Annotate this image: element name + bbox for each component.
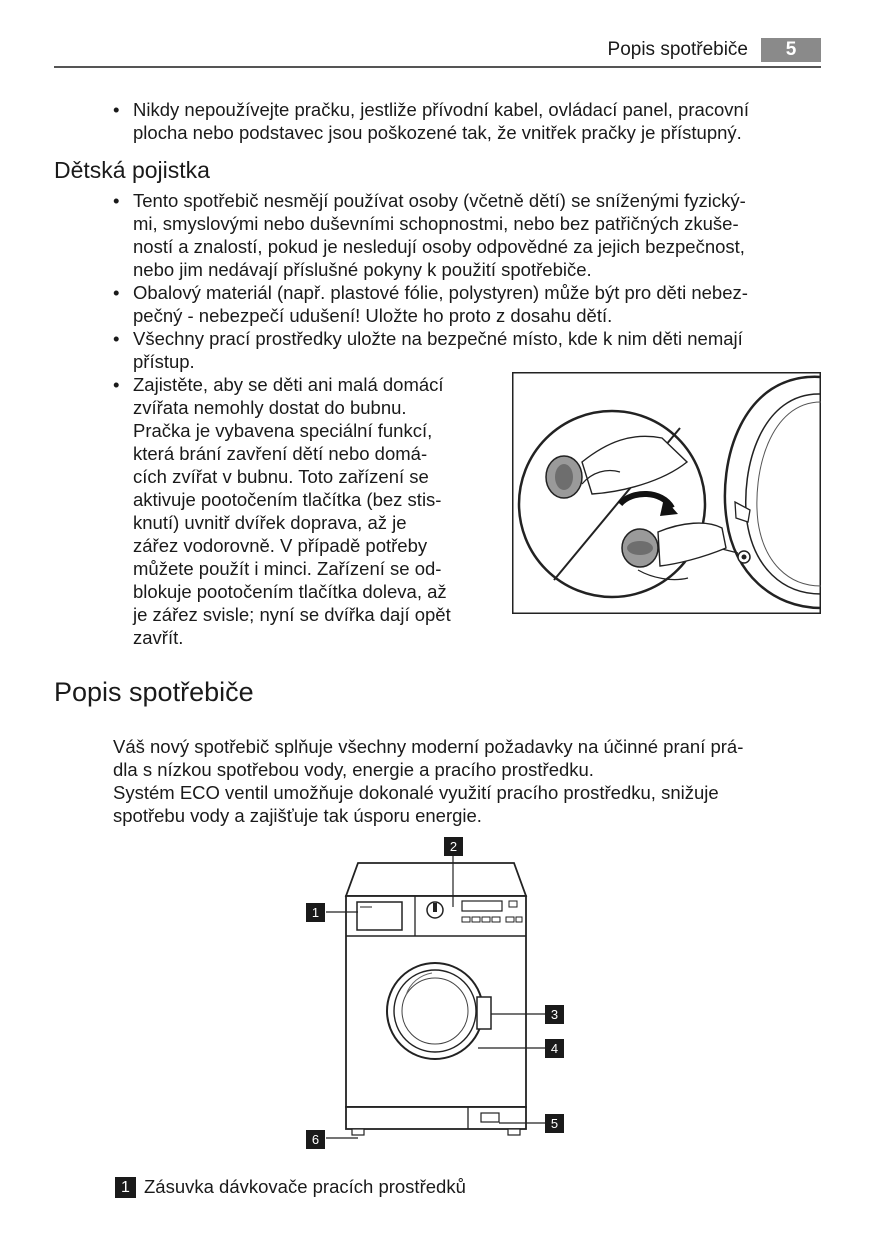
text-line: můžete použít i minci. Zařízení se od-	[133, 558, 442, 579]
washing-machine-diagram	[300, 835, 570, 1150]
text-line: zavřít.	[133, 627, 184, 648]
callout-1: 1	[306, 903, 325, 922]
text-line: Zajistěte, aby se děti ani malá domácí	[133, 374, 444, 395]
text-line: Nikdy nepoužívejte pračku, jestliže přívodní kabel, ovládací panel, pracovní	[133, 99, 749, 120]
text-line: zářez vodorovně. V případě potřeby	[133, 535, 428, 556]
text-line: je zářez svisle; nyní se dvířka dají opět	[133, 604, 451, 625]
text-line: plocha nebo podstavec jsou poškozené tak, že vnitřek pračky je přístupný.	[133, 122, 742, 143]
text-line: dla s nízkou spotřebou vody, energie a pracího prostředku.	[113, 759, 594, 780]
text-line: Všechny prací prostředky uložte na bezpečné místo, kde k nim děti nemají	[133, 328, 743, 349]
text-line: Tento spotřebič nesmějí používat osoby (včetně dětí) se sníženými fyzický-	[133, 190, 746, 211]
text-line: ností a znalostí, pokud je nesledují osoby odpovědné za jejich bezpečnost,	[133, 236, 745, 257]
header-rule	[54, 66, 821, 68]
description-paragraph	[113, 735, 743, 827]
text-line: mi, smyslovými nebo duševními schopnostmi, nebo bez patřičných zkuše-	[133, 213, 739, 234]
bullet-dot: •	[113, 374, 120, 395]
text-line: aktivuje pootočením tlačítka (bez stis-	[133, 489, 442, 510]
text-line: zvířata nemohly dostat do bubnu.	[133, 397, 407, 418]
bullet-dot: •	[113, 99, 120, 120]
callout-2: 2	[444, 837, 463, 856]
legend-text: Zásuvka dávkovače pracích prostředků	[144, 1176, 466, 1197]
legend-number: 1	[115, 1177, 136, 1198]
callout-4: 4	[545, 1039, 564, 1058]
text-line: blokuje pootočením tlačítka doleva, až	[133, 581, 447, 602]
text-line: která brání zavření dětí nebo domá-	[133, 443, 428, 464]
text-line: knutí) uvnitř dvířek doprava, až je	[133, 512, 407, 533]
bullet-dot: •	[113, 190, 120, 211]
text-line: pečný - nebezpečí udušení! Uložte ho proto z dosahu dětí.	[133, 305, 613, 326]
bullet-dot: •	[113, 282, 120, 303]
text-line: Systém ECO ventil umožňuje dokonalé využití pracího prostředku, snižuje	[113, 782, 719, 803]
child-lock-illustration	[512, 372, 821, 614]
page-number: 5	[761, 38, 821, 62]
text-line: nebo jim nedávají příslušné pokyny k použití spotřebiče.	[133, 259, 592, 280]
text-line: Váš nový spotřebič splňuje všechny moderní požadavky na účinné praní prá-	[113, 736, 744, 757]
running-header-title: Popis spotřebiče	[607, 39, 748, 60]
text-line: Pračka je vybavena speciální funkcí,	[133, 420, 433, 441]
text-line: Obalový materiál (např. plastové fólie, polystyren) může být pro děti nebez-	[133, 282, 748, 303]
callout-6: 6	[306, 1130, 325, 1149]
callout-3: 3	[545, 1005, 564, 1024]
text-line: spotřebu vody a zajišťuje tak úsporu energie.	[113, 805, 482, 826]
section-heading-description: Popis spotřebiče	[54, 677, 254, 707]
section-heading-child-lock: Dětská pojistka	[54, 157, 210, 183]
callout-5: 5	[545, 1114, 564, 1133]
text-line: cích zvířat v bubnu. Toto zařízení se	[133, 466, 429, 487]
text-line: přístup.	[133, 351, 195, 372]
bullet-dot: •	[113, 328, 120, 349]
